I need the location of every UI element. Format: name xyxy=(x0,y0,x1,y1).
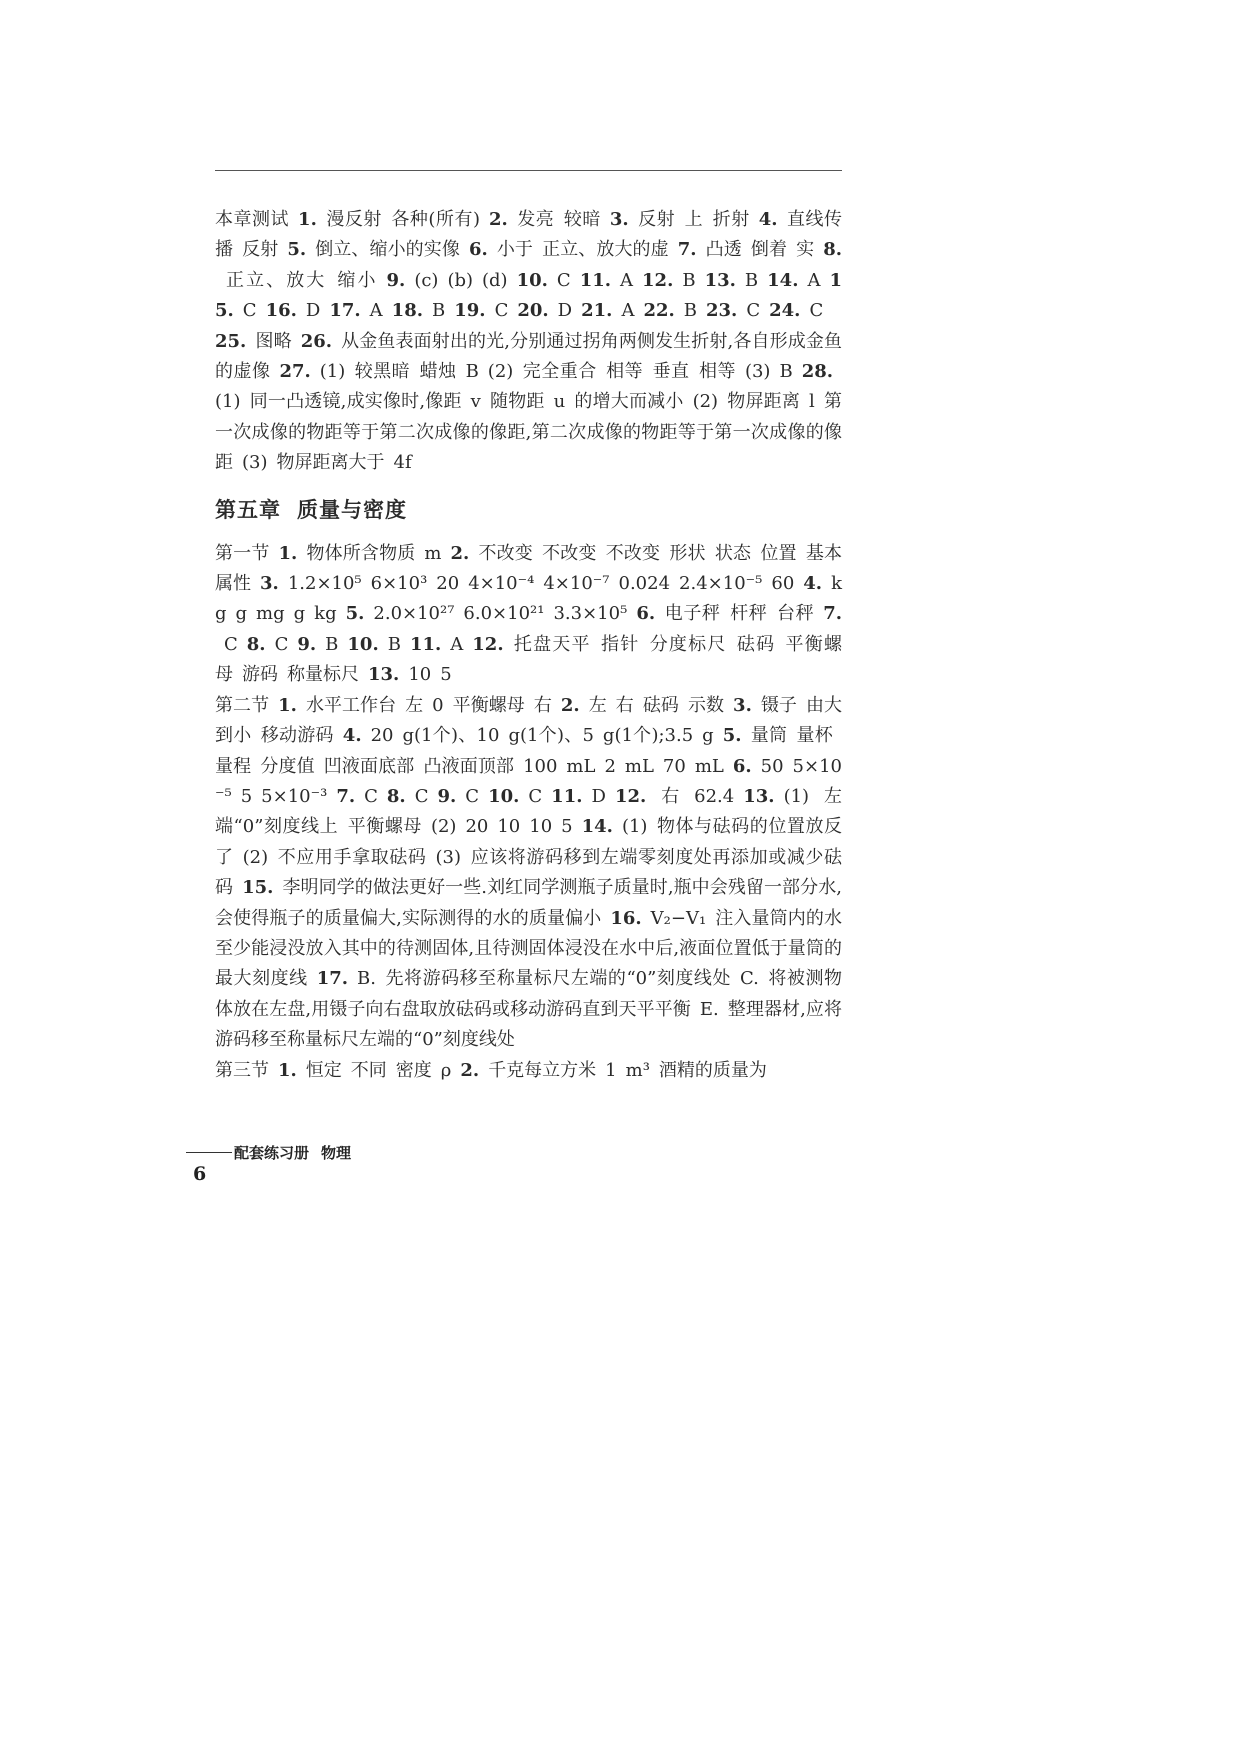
question-number: 1. xyxy=(278,1059,297,1081)
question-number: 28. xyxy=(801,361,834,383)
footer xyxy=(186,1142,351,1163)
question-number: 1. xyxy=(298,209,317,230)
question-number: 16. xyxy=(610,907,642,929)
question-number: 14. xyxy=(581,816,613,838)
question-number: 10. xyxy=(516,269,548,291)
question-number: 7. xyxy=(336,785,356,807)
question-number: 15. xyxy=(242,877,274,899)
footer-title xyxy=(234,1144,351,1162)
question-number: 19. xyxy=(454,300,486,322)
question-number: 17. xyxy=(329,300,361,322)
question-number: 7. xyxy=(823,603,842,625)
question-number: 10. xyxy=(347,633,379,655)
question-number: 13. xyxy=(368,664,400,686)
question-number: 11. xyxy=(409,633,442,655)
question-number: 15. xyxy=(215,269,842,322)
section-3-answers: 第三节 1. 恒定 不同 密度 ρ 2. 千克每立方米 1 m³ 酒精的质量为 xyxy=(215,1059,767,1081)
chapter-heading xyxy=(215,495,842,525)
question-number: 8. xyxy=(246,633,266,655)
question-number: 12. xyxy=(472,633,504,655)
question-number: 7. xyxy=(677,239,697,261)
question-number: 9. xyxy=(297,633,317,655)
question-number: 12. xyxy=(642,269,674,291)
question-number: 5. xyxy=(722,725,742,747)
question-number: 4. xyxy=(803,573,823,595)
question-number: 2. xyxy=(460,1059,480,1081)
question-number: 11. xyxy=(551,785,583,807)
question-number: 23. xyxy=(706,300,738,322)
book-title: 配套练习册 xyxy=(234,1144,310,1162)
question-number: 3. xyxy=(609,209,629,230)
question-number: 13. xyxy=(704,269,736,291)
question-number: 1. xyxy=(278,542,298,564)
chapter-number: 第五章 xyxy=(215,497,281,522)
question-number: 11. xyxy=(579,269,612,291)
question-number: 8. xyxy=(823,239,843,261)
question-number: 1. xyxy=(278,694,297,716)
question-number: 2. xyxy=(488,209,508,230)
question-number: 8. xyxy=(386,785,406,807)
question-number: 18. xyxy=(391,300,423,322)
question-number: 14. xyxy=(767,269,799,291)
question-number: 9. xyxy=(437,785,457,807)
question-number: 21. xyxy=(581,300,613,322)
question-number: 13. xyxy=(743,785,775,807)
question-number: 6. xyxy=(468,239,488,261)
question-number: 4. xyxy=(342,725,362,747)
chapter-test-answers: 本章测试 1. 漫反射 各种(所有) 2. 发亮 较暗 3. 反射 上 折射 4. 直线传播 反射 5. 倒立、缩小的实像 6. 小于 正立、放大的虚 7. 凸透 倒着 实 8. 正立、放大 缩小 9. (c) (b) (d) 10. C 11. A 12. B 13. B 14. A 15. C 16. D 17. A 18. B 19. C 20. D 21. A 22. B 23. C 24. C 25. 图略 26. 从金鱼表面射出的光,分别通过拐角两侧发生折射,各自形成金鱼的虚像 27. (1) 较黑暗 蜡烛 B (2) 完全重合 相等 垂直 相等 (3) B 28. (1) 同一凸透镜,成实像时,像距 v 随物距 u 的增大而减小 (2) 物屏距离 l 第一次成像的物距等于第二次成像的像距,第二次成像的物距等于第一次成像的像距 (3) 物屏距离大于 4f xyxy=(215,209,843,474)
question-number: 6. xyxy=(636,603,656,625)
header-rule xyxy=(215,170,842,171)
question-number: 2. xyxy=(450,542,470,564)
question-number: 4. xyxy=(758,209,778,230)
question-number: 2. xyxy=(560,694,580,716)
question-number: 6. xyxy=(732,755,752,777)
question-number: 3. xyxy=(260,573,279,595)
page-number: 6 xyxy=(193,1163,207,1185)
question-number: 3. xyxy=(733,694,752,716)
subject: 物理 xyxy=(321,1144,352,1162)
question-number: 16. xyxy=(265,300,297,322)
question-number: 10. xyxy=(488,785,520,807)
section-2-answers: 第二节 1. 水平工作台 左 0 平衡螺母 右 2. 左 右 砝码 示数 3. 镊子 由大到小 移动游码 4. 20 g(1个)、10 g(1个)、5 g(1个);3.5 g 5. 量筒 量杯 量程 分度值 凹液面底部 凸液面顶部 100 mL 2 mL 70 mL 6. 50 5×10⁻⁵ 5 5×10⁻³ 7. C 8. C 9. C 10. C 11. D 12. 右 62.4 13. (1) 左端“0”刻度线上 平衡螺母 (2) 20 10 10 5 14. (1) 物体与砝码的位置放反了 (2) 不应用手拿取砝码 (3) 应该将游码移到左端零刻度处再添加或减少砝码 15. 李明同学的做法更好一些.刘红同学测瓶子质量时,瓶中会残留一部分水,会使得瓶子的质量偏大,实际测得的水的质量偏小 16. V₂−V₁ 注入量筒内的水至少能浸没放入其中的待测固体,且待测固体浸没在水中后,液面位置低于量筒的最大刻度线 17. B. 先将游码移至称量标尺左端的“0”刻度线处 C. 将被测物体放在左盘,用镊子向右盘取放砝码或移动游码直到天平平衡 E. 整理器材,应将游码移至称量标尺左端的“0”刻度线处 xyxy=(215,694,843,1051)
question-number: 27. xyxy=(279,361,311,383)
question-number: 5. xyxy=(287,239,307,261)
question-number: 20. xyxy=(517,300,549,322)
chapter-title: 质量与密度 xyxy=(297,497,407,522)
question-number: 5. xyxy=(345,603,365,625)
question-number: 17. xyxy=(316,968,349,990)
question-number: 9. xyxy=(386,269,406,291)
question-number: 22. xyxy=(643,300,675,322)
section-1-answers: 第一节 1. 物体所含物质 m 2. 不改变 不改变 不改变 形状 状态 位置 基本属性 3. 1.2×10⁵ 6×10³ 20 4×10⁻⁴ 4×10⁻⁷ 0.024 2.4×10⁻⁵ 60 4. kg g mg g kg 5. 2.0×10²⁷ 6.0×10²¹ 3.3×10⁵ 6. 电子秤 杆秤 台秤 7. C 8. C 9. B 10. B 11. A 12. 托盘天平 指针 分度标尺 砝码 平衡螺母 游码 称量标尺 13. 10 5 xyxy=(215,542,842,686)
footer-rule xyxy=(186,1152,232,1153)
question-number: 25. xyxy=(215,330,247,352)
page-content xyxy=(215,205,842,1086)
question-number: 24. xyxy=(769,300,801,322)
question-number: 26. xyxy=(300,330,333,352)
question-number: 12. xyxy=(614,785,647,807)
